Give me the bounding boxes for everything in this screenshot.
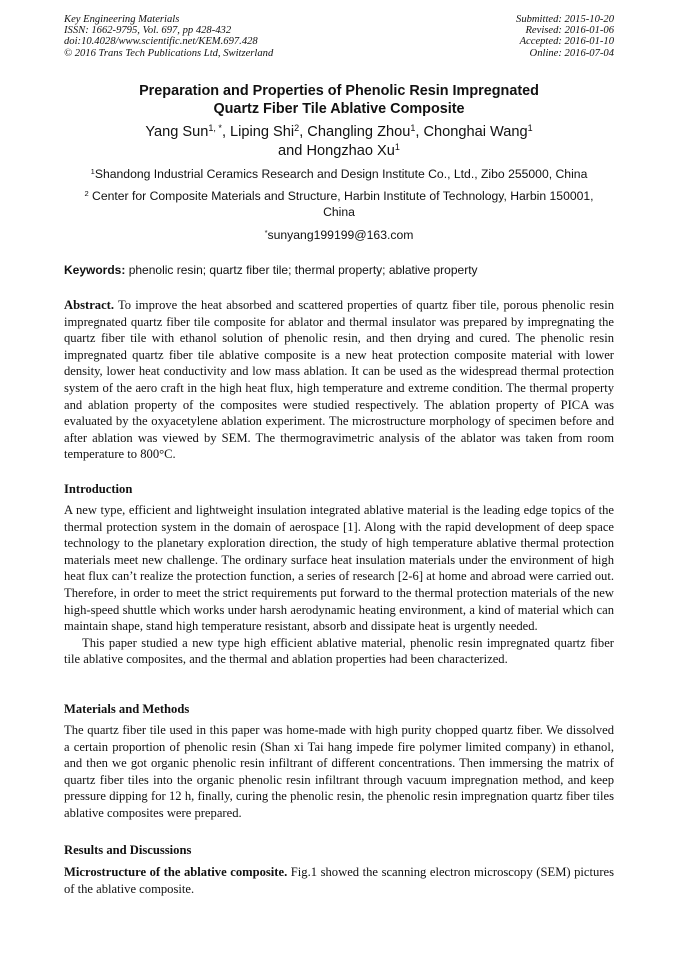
- date-accepted: Accepted: 2016-01-10: [519, 36, 614, 48]
- author-affil-mark: 1: [527, 123, 533, 134]
- abstract-label: Abstract.: [64, 298, 115, 312]
- affiliation-mark: 2: [84, 188, 89, 198]
- paragraph: The quartz fiber tile used in this paper was home-made with high purity chopped quartz fiber. We dissolved a certain proportion of phenolic resin (Shan xi Tai hang impede fire polymer limited company) in ethanol, and then we got organic phenolic resin infiltrant of different concentrations. Then immersing the matrix of quartz fiber tiles into the organic phenolic resin infiltrant through vacuum impregnation method, and keep pressure dipping for 12 h, finally, curing the phenolic resin, the phenolic resin impregnation quartz fiber tiles ablative composites were prepared.: [64, 723, 614, 820]
- author-affil-mark: 1: [410, 123, 416, 134]
- subsection-label: Microstructure of the ablative composite.: [64, 865, 288, 879]
- paragraph: This paper studied a new type high efficient ablative material, phenolic resin impregnated quartz fiber tile ablative composites, and the thermal and ablation properties had been characterized.: [64, 635, 614, 667]
- affiliation-text: Center for Composite Materials and Structure, Harbin Institute of Technology, Harbin 150001,: [92, 189, 594, 203]
- paragraph: [64, 864, 614, 897]
- affiliation-1: [64, 166, 614, 182]
- journal-doi: doi:10.4028/www.scientific.net/KEM.697.428: [64, 36, 258, 48]
- date-online: Online: 2016-07-04: [529, 47, 614, 59]
- journal-header: [64, 14, 273, 59]
- authors-line-2: [64, 142, 614, 161]
- dates-header: [516, 14, 614, 59]
- author-affil-mark: 1, *: [208, 123, 222, 134]
- keywords-label: Keywords:: [64, 263, 126, 277]
- paragraph-text: Fig.1 showed the scanning electron microscopy (SEM) pictures of the ablative composite.: [64, 865, 614, 896]
- abstract: [64, 297, 614, 463]
- author-affil-mark: 2: [294, 123, 300, 134]
- author-name: , Liping Shi: [221, 124, 295, 140]
- journal-name: Key Engineering Materials: [64, 14, 180, 25]
- author-affil-mark: 1: [394, 142, 400, 153]
- corresponding-mark: *: [264, 227, 268, 237]
- author-name: and Hongzhao Xu: [278, 143, 395, 159]
- keywords: [64, 262, 614, 278]
- section-introduction: [64, 502, 614, 668]
- section-heading-results: Results and Discussions: [64, 843, 192, 857]
- author-name: , Chonghai Wang: [415, 124, 528, 140]
- paper-title: [64, 82, 614, 118]
- corresponding-email: [64, 227, 614, 243]
- section-materials: [64, 722, 614, 822]
- author-list: [64, 123, 614, 161]
- affiliation-line: China: [323, 205, 355, 219]
- keywords-text: phenolic resin; quartz fiber tile; thermal property; ablative property: [125, 263, 478, 277]
- abstract-paragraph: [64, 297, 614, 463]
- authors-line-1: [64, 123, 614, 142]
- email-address: sunyang199199@163.com: [267, 228, 414, 242]
- affiliation-line: [64, 188, 614, 204]
- date-submitted: Submitted: 2015-10-20: [516, 14, 614, 25]
- title-line-1: Preparation and Properties of Phenolic Resin Impregnated: [139, 83, 539, 99]
- author-name: , Changling Zhou: [299, 124, 411, 140]
- author-name: Yang Sun: [145, 124, 209, 140]
- affiliation-mark: 1: [90, 166, 95, 176]
- section-results: [64, 864, 614, 897]
- section-heading-materials: Materials and Methods: [64, 702, 190, 716]
- title-line-2: Quartz Fiber Tile Ablative Composite: [213, 101, 465, 117]
- paragraph: A new type, efficient and lightweight insulation integrated ablative material is the leading edge topics of the thermal protection system in the domain of aerospace [1]. Along with the rapid development of deep space technology to the planetary exploration direction, the study of high temperature ablative thermal protection materials meet new challenge. The ordinary surface heat insulation materials under the environment of high heat flux can’t realize the protection function, a series of research [2-6] at home and abroad were carried out. Therefore, in order to meet the strict requirements put forward to the thermal protection materials of the new high-speed shuttle which works under harsh aerodynamic heating environment, a kind of material which can maintain shape, stand high temperature resistant, absorb and dissipate heat is urgently needed.: [64, 503, 614, 634]
- journal-copyright: © 2016 Trans Tech Publications Ltd, Switzerland: [64, 47, 274, 59]
- date-revised: Revised: 2016-01-06: [525, 25, 614, 37]
- abstract-text: To improve the heat absorbed and scattered properties of quartz fiber tile, porous phenolic resin impregnated quartz fiber tile composite for ablator and thermal insulator was prepared by impregnating the quartz fiber tile with ethanol solution of phenolic resin, and then drying and cured. The phenolic resin impregnated quartz fiber tile ablative composite is a new heat protection composite material with lower density, lower heat conductivity and low mass ablation. It can be used as the widespread thermal protection system of the aero craft in the high heat flux, high temperature and extreme condition. The thermal property and ablation property of the composites were studied respectively. The ablation property of PICA was evaluated by the oxyacetylene ablation experiment. The microstructure morphology of specimen before and after ablation was viewed by SEM. The thermogravimetric analysis of the ablator was taken from room temperature to 800°C.: [64, 298, 614, 462]
- journal-issn: ISSN: 1662-9795, Vol. 697, pp 428-432: [64, 25, 232, 37]
- affiliation-text: Shandong Industrial Ceramics Research and Design Institute Co., Ltd., Zibo 255000, China: [94, 167, 588, 181]
- section-heading-introduction: Introduction: [64, 482, 133, 496]
- affiliation-2: [64, 188, 614, 220]
